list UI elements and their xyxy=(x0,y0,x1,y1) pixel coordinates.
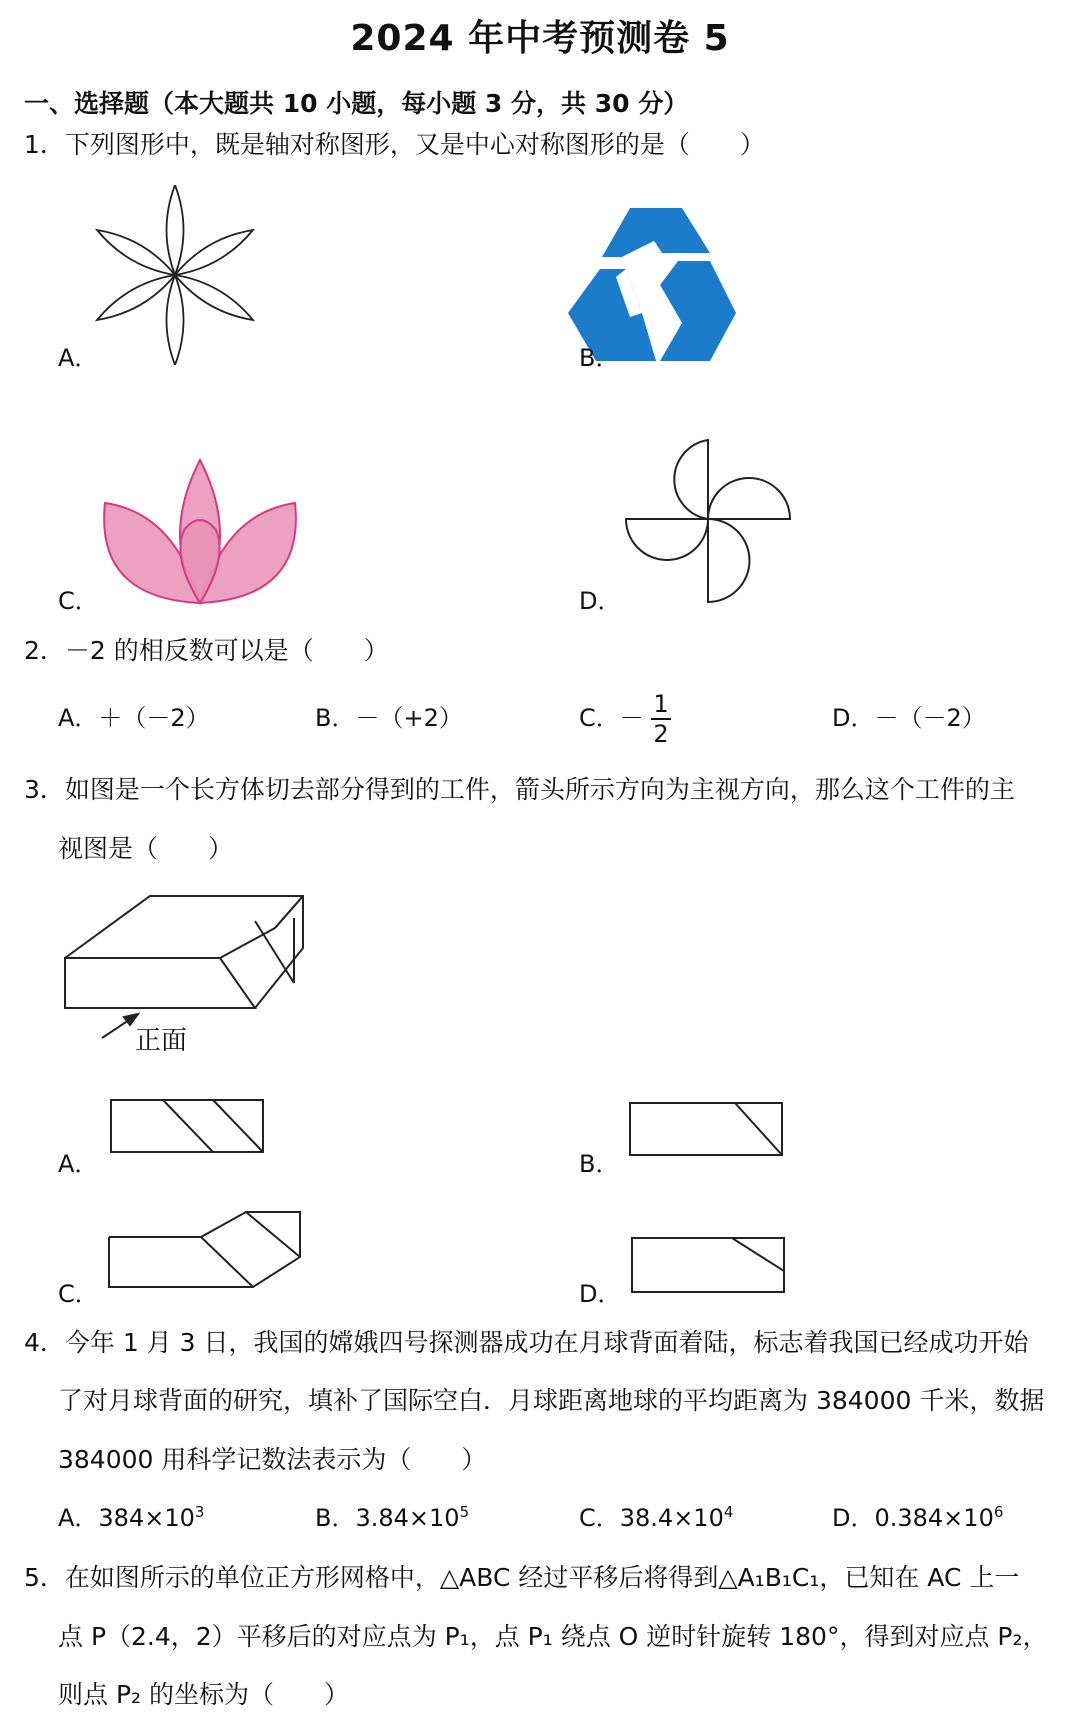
q4-option-b-exponent: 5 xyxy=(459,1503,470,1521)
page-title: 2024 年中考预测卷 5 xyxy=(350,18,730,59)
q1-option-c-label: C． xyxy=(58,587,99,615)
fraction-numerator: 1 xyxy=(653,690,669,718)
q3-option-b-label: B． xyxy=(579,1150,620,1178)
q3-stem-line2: 视图是（ ） xyxy=(58,834,234,863)
q4-option-b-base: B．3.84×10 xyxy=(315,1504,460,1532)
q3-figure-a xyxy=(108,1097,268,1157)
q3-figure-b xyxy=(627,1100,787,1160)
q4-option-d xyxy=(832,1502,1003,1534)
q3-figure-d xyxy=(629,1235,789,1297)
fraction-denominator: 2 xyxy=(653,720,669,748)
q4-option-a-exponent: 3 xyxy=(194,1503,205,1521)
q2-option-a: A．＋（－2） xyxy=(58,704,210,732)
q4-option-d-base: D．0.384×10 xyxy=(832,1504,994,1532)
section-heading: 一、选择题（本大题共 10 小题，每小题 3 分，共 30 分） xyxy=(24,89,689,118)
q1-option-a-label: A． xyxy=(58,344,99,372)
q1-figure-d-pinwheel xyxy=(620,438,800,608)
q5-line2: 点 P（2.4，2）平移后的对应点为 P₁，点 P₁ 绕点 O 逆时针旋转 180°，得到对应点 P₂， xyxy=(58,1622,1048,1651)
q5-line3: 则点 P₂ 的坐标为（ ） xyxy=(58,1680,349,1709)
q3-stem-line1: 3．如图是一个长方体切去部分得到的工件，箭头所示方向为主视方向，那么这个工件的主 xyxy=(24,775,1015,804)
q4-option-b xyxy=(315,1502,469,1534)
q1-figure-c-lotus xyxy=(100,458,305,608)
q3-front-label: 正面 xyxy=(135,1026,188,1056)
q1-option-b-label: B． xyxy=(579,344,620,372)
q4-option-a xyxy=(58,1502,204,1534)
q1-option-d-label: D． xyxy=(579,587,622,615)
q4-line1: 4．今年 1 月 3 日，我国的嫦娥四号探测器成功在月球背面着陆，标志着我国已经成功开始 xyxy=(24,1328,1029,1357)
q4-line2: 了对月球背面的研究，填补了国际空白．月球距离地球的平均距离为 384000 千米，数据 xyxy=(58,1386,1045,1415)
q4-option-a-base: A．384×10 xyxy=(58,1504,195,1532)
q5-line1: 5．在如图所示的单位正方形网格中，△ABC 经过平移后将得到△A₁B₁C₁，已知在 AC 上一 xyxy=(24,1563,1020,1592)
q2-stem: 2．－2 的相反数可以是（ ） xyxy=(24,636,389,665)
q4-option-c-base: C．38.4×10 xyxy=(579,1504,724,1532)
q1-figure-a-flower xyxy=(95,185,255,365)
q3-figure-c xyxy=(106,1207,306,1297)
q2-option-b: B．－（+2） xyxy=(315,704,463,732)
q4-line3: 384000 用科学记数法表示为（ ） xyxy=(58,1445,487,1474)
q4-option-c-exponent: 4 xyxy=(723,1503,734,1521)
q1-stem: 1．下列图形中，既是轴对称图形，又是中心对称图形的是（ ） xyxy=(24,130,765,159)
q3-option-a-label: A． xyxy=(58,1150,99,1178)
q3-option-d-label: D． xyxy=(579,1280,622,1308)
q4-option-d-exponent: 6 xyxy=(993,1503,1004,1521)
q2-option-c-label: C．－ xyxy=(579,704,644,732)
q2-option-c-fraction xyxy=(651,692,671,746)
q4-option-c xyxy=(579,1502,733,1534)
q2-option-d: D．－（－2） xyxy=(832,704,986,732)
q3-option-c-label: C． xyxy=(58,1280,99,1308)
